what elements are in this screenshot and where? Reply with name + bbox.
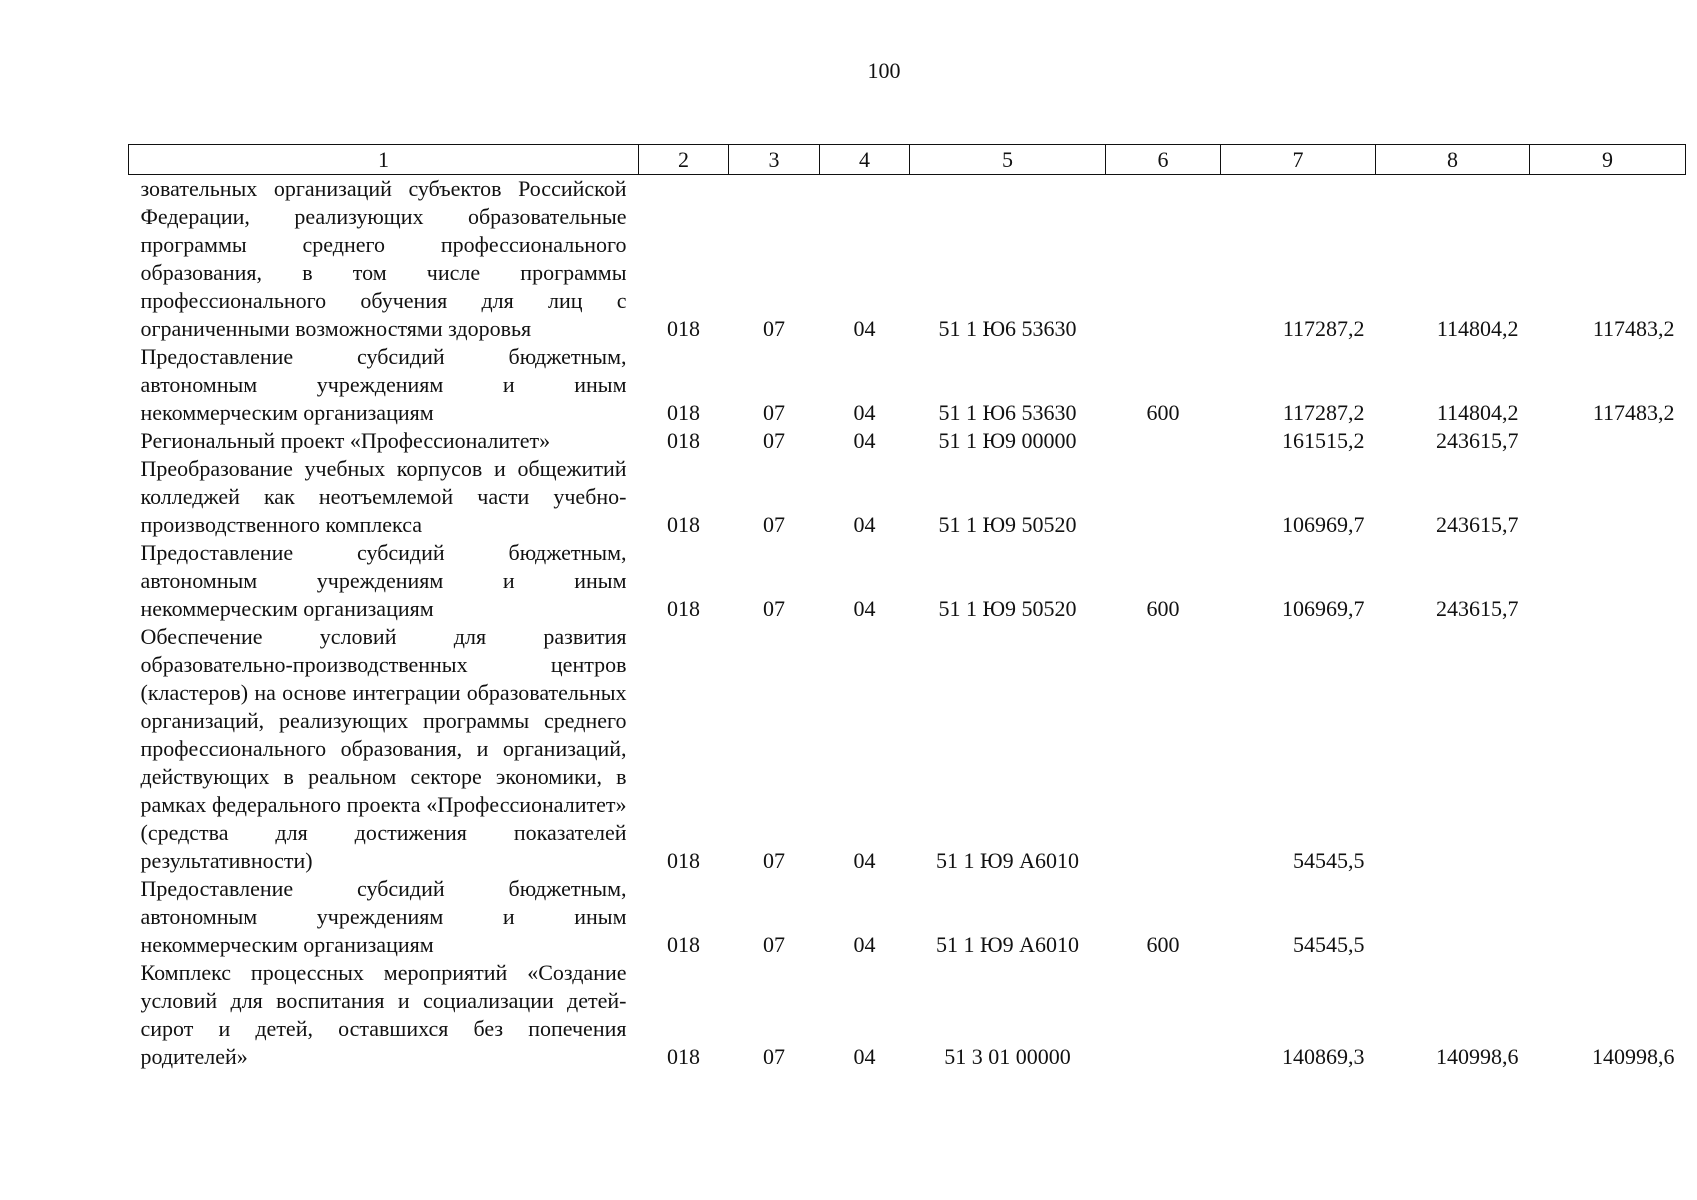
cell-amount-8: 114804,2: [1436, 316, 1519, 341]
cell-section: 07: [763, 316, 785, 341]
header-cell: 3: [729, 145, 820, 175]
cell-amount-8: 243615,7: [1436, 596, 1519, 621]
cell-amount-9: [1530, 539, 1686, 623]
row-name: Региональный проект «Профессионалитет»: [140, 428, 551, 453]
cell-section: 07: [763, 848, 785, 873]
header-row: [129, 145, 1686, 175]
cell-amount-8: 243615,7: [1436, 428, 1519, 453]
cell-expense-type: [1106, 959, 1221, 1071]
cell-amount-7: 106969,7: [1282, 596, 1365, 621]
header-cell: 1: [129, 145, 639, 175]
header-cell: 8: [1376, 145, 1530, 175]
cell-subsection: 04: [853, 1044, 876, 1069]
row-name: зовательных организаций субъектов Российской Федерации, реализующих образовательные программы среднего профессионального образования, в том числе программы профессионального обучения для лиц с ограниченными возможностями здоровья: [140, 176, 627, 341]
cell-amount-9: [1530, 455, 1686, 539]
cell-amount-7: 117287,2: [1282, 400, 1365, 425]
cell-amount-8: [1376, 623, 1530, 875]
cell-expense-type: [1106, 175, 1221, 344]
cell-expense-type: 600: [1146, 932, 1180, 957]
cell-amount-9: [1530, 623, 1686, 875]
cell-subsection: 04: [853, 596, 876, 621]
cell-amount-7: 54545,5: [1293, 932, 1365, 957]
cell-section: 07: [763, 596, 785, 621]
header-cell: 9: [1530, 145, 1686, 175]
cell-target-article: 51 1 Ю6 53630: [938, 400, 1077, 425]
cell-amount-7: 161515,2: [1282, 428, 1365, 453]
cell-ministry: 018: [667, 400, 700, 425]
cell-section: 07: [763, 1044, 785, 1069]
table-row: [129, 175, 1686, 344]
budget-table: [128, 144, 1686, 1071]
cell-subsection: 04: [853, 512, 876, 537]
table-row: [129, 539, 1686, 623]
cell-ministry: 018: [667, 596, 700, 621]
table-row: [129, 875, 1686, 959]
cell-section: 07: [763, 428, 785, 453]
row-name: Преобразование учебных корпусов и общежитий колледжей как неотъемлемой части учебно-производственного комплекса: [140, 456, 627, 537]
cell-subsection: 04: [853, 932, 876, 957]
cell-expense-type: 600: [1146, 400, 1180, 425]
cell-amount-8: 140998,6: [1436, 1044, 1519, 1069]
header-cell: 7: [1221, 145, 1376, 175]
header-cell: 2: [639, 145, 729, 175]
cell-ministry: 018: [667, 428, 700, 453]
cell-ministry: 018: [667, 316, 700, 341]
table-row: [129, 455, 1686, 539]
cell-amount-7: 106969,7: [1282, 512, 1365, 537]
cell-amount-7: 140869,3: [1282, 1044, 1365, 1069]
cell-ministry: 018: [667, 848, 700, 873]
cell-target-article: 51 1 Ю9 50520: [938, 512, 1077, 537]
cell-subsection: 04: [853, 316, 876, 341]
header-cell: 5: [910, 145, 1106, 175]
row-name: Предоставление субсидий бюджетным, автономным учреждениям и иным некоммерческим организациям: [140, 344, 627, 425]
cell-expense-type: 600: [1146, 596, 1180, 621]
cell-amount-7: 117287,2: [1282, 316, 1365, 341]
cell-amount-9: [1530, 427, 1686, 455]
row-name: Обеспечение условий для развития образовательно-производственных центров (кластеров) на основе интеграции образовательных организаций, реализующих программы среднего профессионального образования, и организаций, действующих в реальном секторе экономики, в рамках федерального проекта «Профессионалитет» (средства для достижения показателей результативности): [140, 624, 627, 873]
cell-section: 07: [763, 512, 785, 537]
table-row: [129, 959, 1686, 1071]
cell-amount-8: [1376, 875, 1530, 959]
cell-subsection: 04: [853, 848, 876, 873]
table-row: [129, 343, 1686, 427]
cell-ministry: 018: [667, 512, 700, 537]
cell-target-article: 51 1 Ю9 А6010: [936, 848, 1079, 873]
cell-subsection: 04: [853, 400, 876, 425]
cell-amount-8: 114804,2: [1436, 400, 1519, 425]
cell-target-article: 51 1 Ю9 А6010: [936, 932, 1079, 957]
row-name: Комплекс процессных мероприятий «Создание условий для воспитания и социализации детей-сирот и детей, оставшихся без попечения родителей»: [140, 960, 627, 1069]
table-row: [129, 427, 1686, 455]
cell-ministry: 018: [667, 932, 700, 957]
header-cell: 4: [820, 145, 910, 175]
cell-section: 07: [763, 400, 785, 425]
cell-section: 07: [763, 932, 785, 957]
cell-target-article: 51 1 Ю9 50520: [938, 596, 1077, 621]
cell-amount-7: 54545,5: [1293, 848, 1365, 873]
cell-amount-9: 117483,2: [1592, 316, 1675, 341]
cell-amount-9: 140998,6: [1592, 1044, 1675, 1069]
row-name: Предоставление субсидий бюджетным, автономным учреждениям и иным некоммерческим организациям: [140, 876, 627, 957]
table-row: [129, 623, 1686, 875]
cell-target-article: 51 3 01 00000: [944, 1044, 1071, 1069]
header-cell: 6: [1106, 145, 1221, 175]
cell-expense-type: [1106, 427, 1221, 455]
cell-amount-8: 243615,7: [1436, 512, 1519, 537]
row-name: Предоставление субсидий бюджетным, автономным учреждениям и иным некоммерческим организациям: [140, 540, 627, 621]
cell-target-article: 51 1 Ю6 53630: [938, 316, 1077, 341]
cell-expense-type: [1106, 455, 1221, 539]
cell-expense-type: [1106, 623, 1221, 875]
cell-subsection: 04: [853, 428, 876, 453]
cell-amount-9: 117483,2: [1592, 400, 1675, 425]
cell-target-article: 51 1 Ю9 00000: [938, 428, 1077, 453]
cell-amount-9: [1530, 875, 1686, 959]
page-number: 100: [867, 58, 901, 83]
cell-ministry: 018: [667, 1044, 700, 1069]
